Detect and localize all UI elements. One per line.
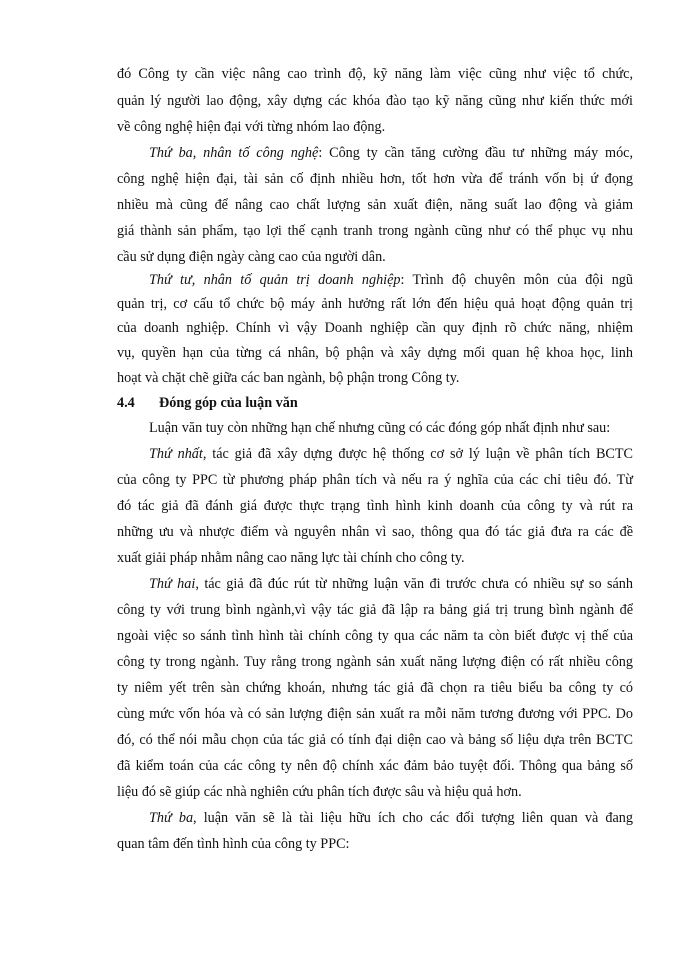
- text-line: đó Công ty cần việc nâng cao trình độ, kỹ năng làm việc cũng như việc tổ chức,: [117, 66, 633, 82]
- italic-lead: Thứ ba: [149, 810, 194, 826]
- text-line: [149, 143, 633, 163]
- italic-lead: Thứ hai: [149, 576, 196, 592]
- text-line: công ty trong ngành. Tuy rằng trong ngành sản xuất năng lượng điện có rất nhiều công: [117, 654, 633, 670]
- text-line: cầu sử dụng điện ngày càng cao của người dân.: [117, 249, 386, 265]
- text-line: Luận văn tuy còn những hạn chế nhưng cũng có các đóng góp nhất định như sau:: [149, 420, 611, 436]
- text-line: những ưu và nhược điểm và nguyên nhân vì sao, thông qua đó tác giả đưa ra các đề: [117, 524, 633, 540]
- text-line: đó tác giả đã đánh giá được thực trạng tình hình kinh doanh của công ty và rút ra: [117, 498, 633, 514]
- text-line: [149, 808, 633, 828]
- text-line: quan tâm đến tình hình của công ty PPC:: [117, 836, 350, 852]
- text-line: đó, có thể nói mẫu chọn của tác giả có tính đại diện cao và bảng số liệu dựa trên BCTC: [117, 732, 633, 748]
- text-line: [149, 444, 633, 464]
- text-line: xuất giải pháp nhằm nâng cao năng lực tài chính cho công ty.: [117, 550, 465, 566]
- text-line: của công ty PPC từ phương pháp phân tích và nếu ra ý nghĩa của các chỉ tiêu đó. Từ: [117, 472, 633, 488]
- section-title: Đóng góp của luận văn: [159, 395, 298, 411]
- text-line: cùng mức vốn hóa và có sản lượng điện sản xuất ra mỗi năm tương đương với PPC. Do: [117, 706, 633, 722]
- italic-lead: Thứ nhất: [149, 446, 203, 462]
- italic-lead: Thứ tư, nhân tố quản trị doanh nghiệp: [149, 272, 401, 288]
- text-line: vụ, quyền hạn của từng cá nhân, bộ phận và xây dựng mối quan hệ khoa học, linh: [117, 345, 633, 361]
- text-line: về công nghệ hiện đại với từng nhóm lao động.: [117, 119, 386, 135]
- text-line: công nghệ hiện đại, tài sản cố định nhiều hơn, tốt hơn vừa để tránh vốn bị ứ đọng: [117, 171, 633, 187]
- text-line: đã kiểm toán của các công ty nên độ chính xác đảm bảo tuyệt đối. Thông qua bảng số: [117, 758, 633, 774]
- section-number: 4.4: [117, 395, 135, 411]
- text-line: liệu đó sẽ giúp các nhà nghiên cứu phân tích được sâu và hiệu quả hơn.: [117, 784, 522, 800]
- text-line: ty niêm yết trên sàn chứng khoán, nhưng tác giả đã chọn ra tiêu biểu ba công ty có: [117, 680, 633, 696]
- italic-lead: Thứ ba, nhân tố công nghệ: [149, 145, 319, 161]
- text-span: : Trình độ chuyên môn của đội ngũ: [400, 272, 633, 288]
- text-line: của doanh nghiệp. Chính vì vậy Doanh nghiệp cần quy định rõ chức năng, nhiệm: [117, 320, 633, 336]
- text-line: [149, 270, 633, 290]
- text-line: hoạt và chặt chẽ giữa các ban ngành, bộ phận trong Công ty.: [117, 370, 460, 386]
- text-line: nhiều mà cũng để nâng cao chất lượng sản xuất điện, năng suất lao động và giảm: [117, 197, 633, 213]
- text-line: quản lý người lao động, xây dựng các khóa đào tạo kỹ năng cũng như kiến thức mới: [117, 93, 633, 109]
- text-span: , luận văn sẽ là tài liệu hữu ích cho các đối tượng liên quan và đang: [193, 810, 633, 826]
- text-span: , tác giả đã đúc rút từ những luận văn đi trước chưa có nhiều sự so sánh: [195, 576, 633, 592]
- text-line: giá thành sản phẩm, tạo lợi thế cạnh tranh trong ngành cũng như có thể phục vụ nhu: [117, 223, 633, 239]
- text-span: : Công ty cần tăng cường đầu tư những máy móc,: [318, 145, 634, 161]
- text-line: quản trị, cơ cấu tổ chức bộ máy ảnh hưởng rất lớn đến hiệu quả hoạt động quản trị: [117, 296, 633, 312]
- text-line: ngoài việc so sánh tình hình tài chính công ty qua các năm ta còn biết được vị thế của: [117, 628, 633, 644]
- text-line: [149, 574, 633, 594]
- text-line: công ty với trung bình ngành,vì vậy tác giả đã lập ra bảng giá trị trung bình ngành để: [117, 602, 633, 618]
- section-heading: [117, 393, 298, 413]
- text-span: , tác giả đã xây dựng được hệ thống cơ sở lý luận về phân tích BCTC: [202, 446, 633, 462]
